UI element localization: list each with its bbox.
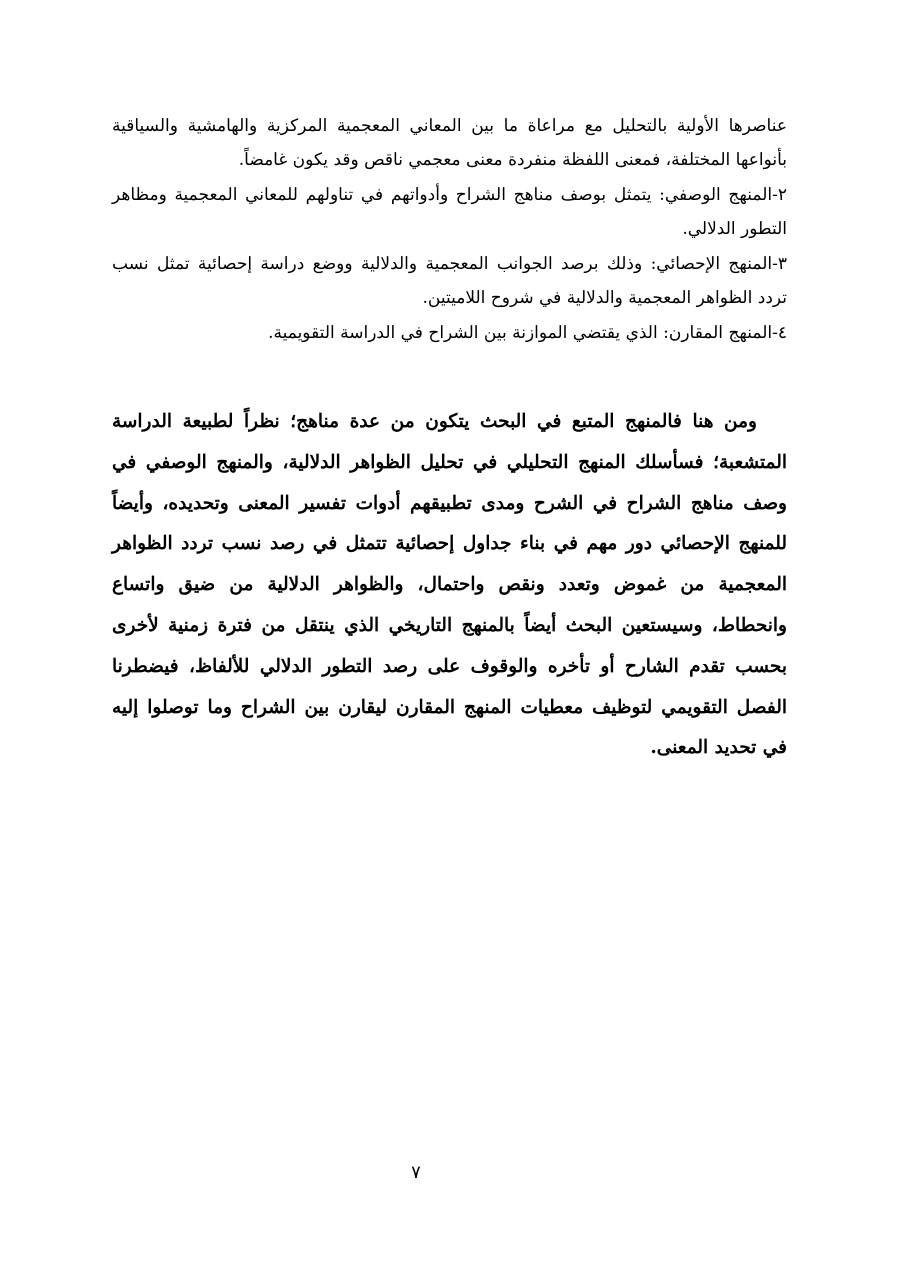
methods-list [112, 110, 787, 351]
list-item-text: المنهج الوصفي: يتمثل بوصف مناهج الشراح وأدواتهم في تناولهم للمعاني المعجمية ومظاهر التطور الدلالي. [112, 185, 787, 239]
list-item-number: ٤- [772, 323, 787, 343]
list-item-number: ٢- [772, 185, 787, 205]
list-item-text: المنهج الإحصائي: وذلك برصد الجوانب المعجمية والدلالية ووضع دراسة إحصائية تمثل نسب تردد الظواهر المعجمية والدلالية في شروح اللاميتين. [112, 254, 787, 308]
list-item-comparative-method [112, 317, 787, 351]
continuation-paragraph: عناصرها الأولية بالتحليل مع مراعاة ما بين المعاني المعجمية المركزية والهامشية والسياقية بأنواعها المختلفة، فمعنى اللفظة منفردة معنى معجمي ناقص وقد يكون غامضاً. [112, 116, 787, 170]
list-item-number: ٣- [772, 254, 787, 274]
list-item-descriptive-method [112, 179, 787, 246]
list-item-text: المنهج المقارن: الذي يقتضي الموازنة بين الشراح في الدراسة التقويمية. [268, 323, 773, 343]
methodology-summary-paragraph: ومن هنا فالمنهج المتبع في البحث يتكون من عدة مناهج؛ نظراً لطبيعة الدراسة المتشعبة؛ فسأسلك المنهج التحليلي في تحليل الظواهر الدلالية، والمنهج الوصفي في وصف مناهج الشراح في الشرح ومدى تطبيقهم أدوات تفسير المعنى وتحديده، وأيضاً للمنهج الإحصائي دور مهم في بناء جداول إحصائية تتمثل في رصد نسب تردد الظواهر المعجمية من غموض وتعدد ونقص واحتمال، والظواهر الدلالية من ضيق واتساع وانحطاط، وسيستعين البحث أيضاً بالمنهج التاريخي الذي ينتقل من فترة زمنية لأخرى بحسب تقدم الشارح أو تأخره والوقوف على رصد التطور الدلالي للألفاظ، فيضطرنا الفصل التقويمي لتوظيف معطيات المنهج المقارن ليقارن بين الشراح وما توصلوا إليه في تحديد المعنى. [112, 411, 787, 759]
page-number: ٧ [411, 1162, 421, 1183]
list-item-statistical-method [112, 248, 787, 315]
